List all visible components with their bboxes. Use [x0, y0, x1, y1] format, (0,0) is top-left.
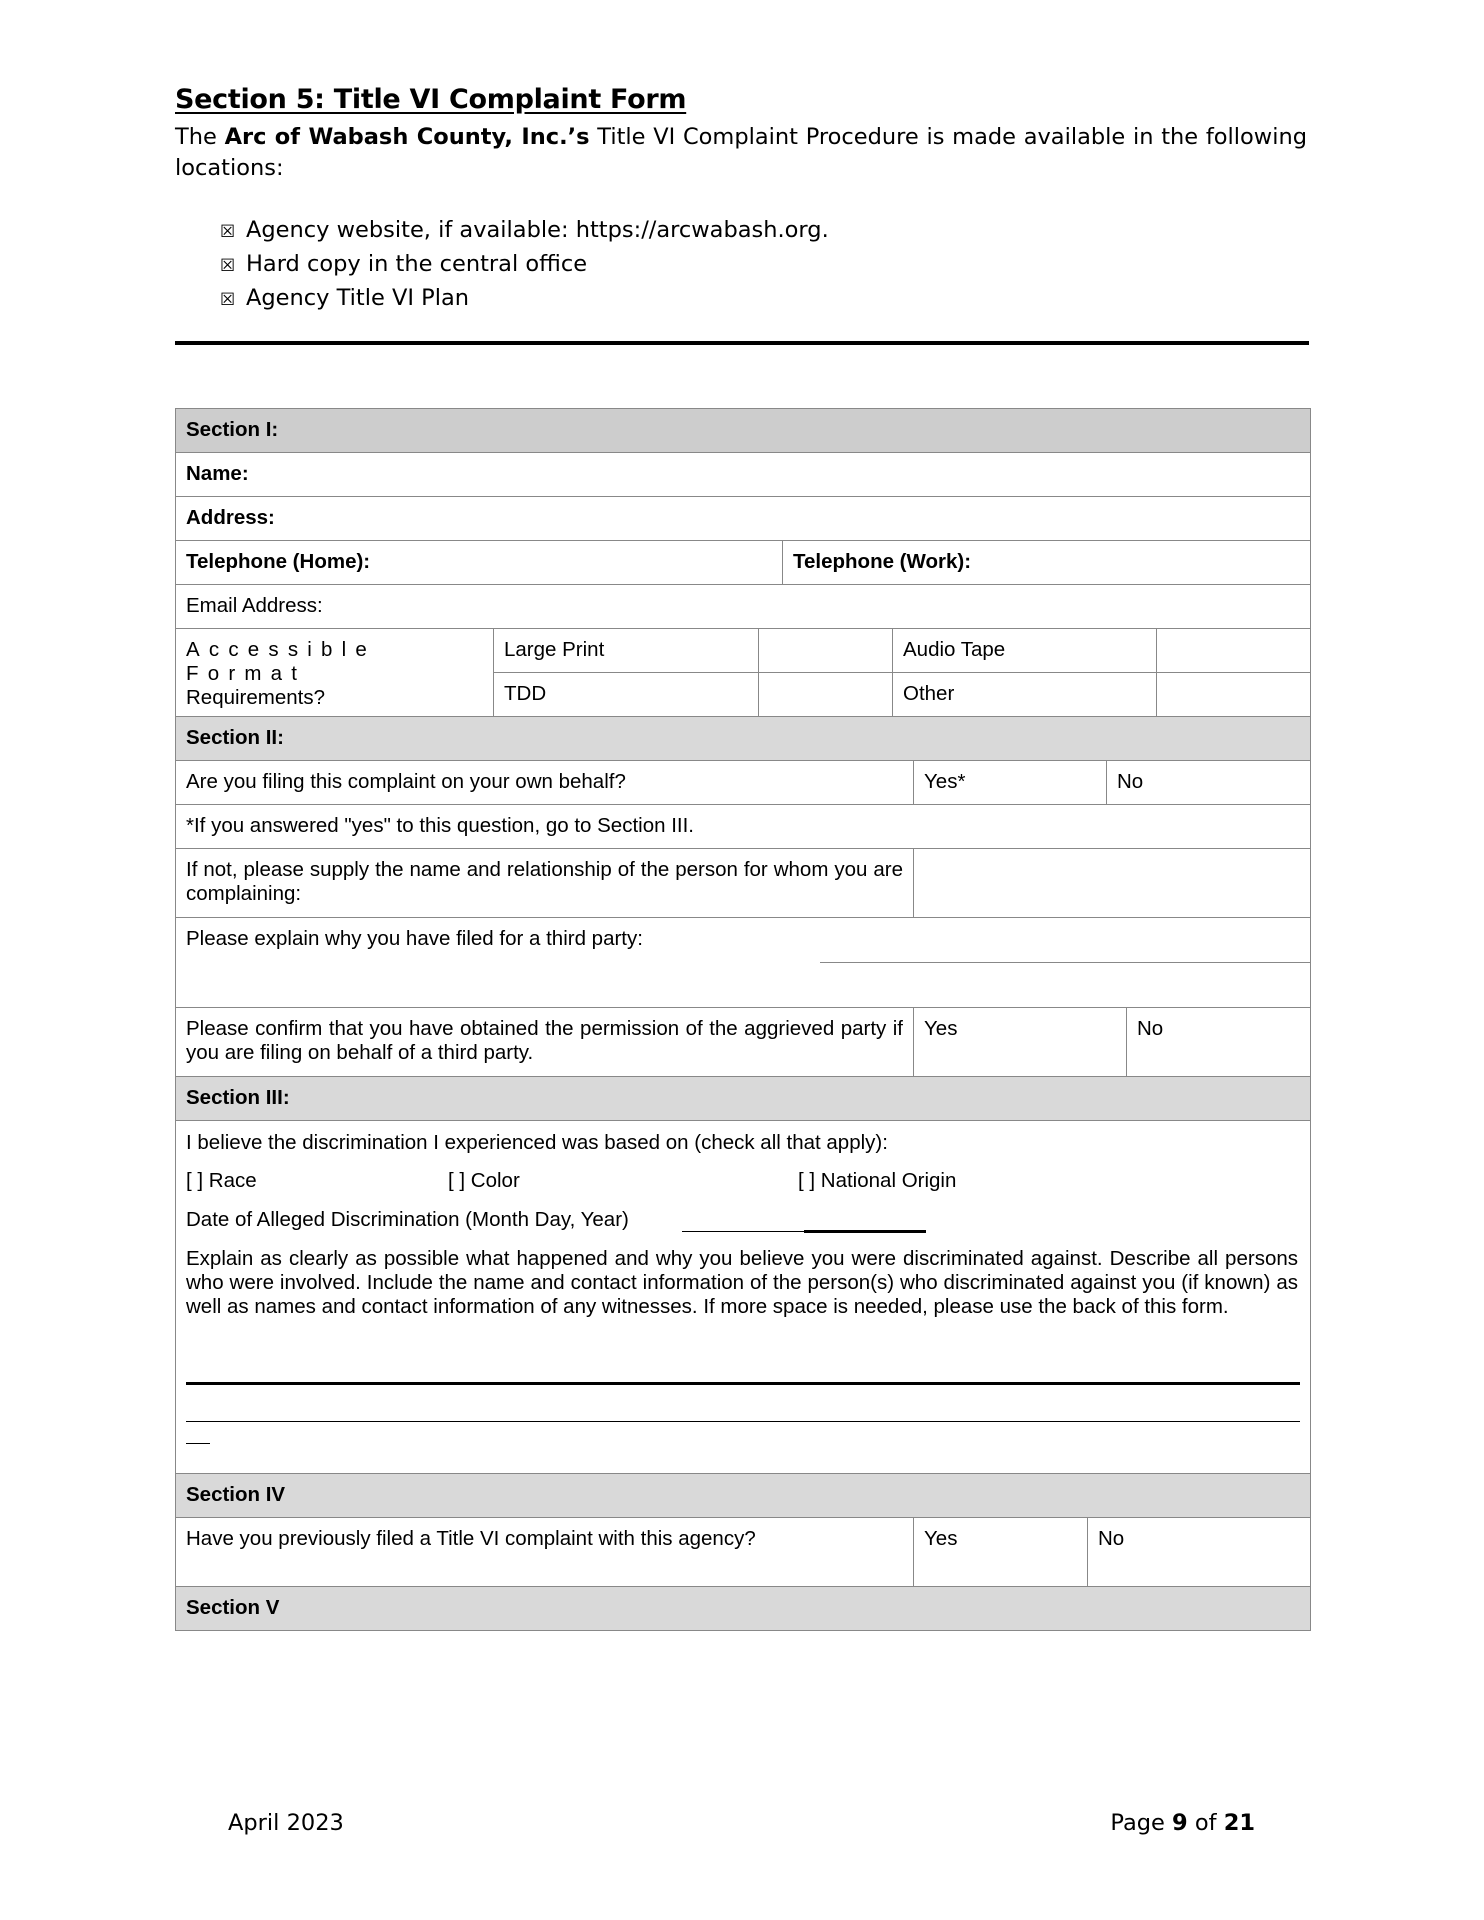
own-behalf-no-option[interactable]: No: [1106, 761, 1310, 804]
intro-paragraph: [175, 122, 1307, 184]
checked-box-icon: ☒: [220, 222, 236, 242]
own-behalf-question: Are you filing this complaint on your own behalf?: [186, 770, 626, 793]
checked-box-icon: ☒: [220, 256, 236, 276]
section-3-header: [176, 1077, 1310, 1121]
explain-answer-line-2[interactable]: [186, 1421, 1300, 1422]
location-label: Agency website, if available: https://arcwabash.org.: [246, 217, 829, 243]
third-party-explain-row: [176, 918, 1310, 1008]
date-line-bold: [804, 1230, 926, 1233]
footer-date: April 2023: [228, 1810, 344, 1836]
locations-list: [220, 214, 829, 316]
accessible-format-label-line1: Accessible Format: [186, 638, 376, 685]
agency-name: Arc of Wabash County, Inc.’s: [224, 124, 590, 150]
accessible-format-label: [176, 629, 493, 716]
section-4-header: [176, 1474, 1310, 1518]
page-current: 9: [1172, 1810, 1188, 1836]
email-row: [176, 585, 1310, 629]
page-of: of: [1187, 1810, 1224, 1836]
large-print-checkbox[interactable]: [758, 629, 892, 672]
other-checkbox[interactable]: [1156, 673, 1310, 716]
date-label: Date of Alleged Discrimination (Month Day, Year): [186, 1208, 629, 1231]
location-label: Hard copy in the central office: [246, 251, 588, 277]
audio-tape-label: Audio Tape: [892, 629, 1156, 672]
permission-no-option[interactable]: No: [1126, 1008, 1310, 1076]
previously-filed-row: [176, 1518, 1310, 1587]
accessible-options-row: [494, 673, 1310, 716]
location-item: [220, 248, 829, 282]
own-behalf-row: [176, 761, 1310, 805]
accessible-format-row: [176, 629, 1310, 717]
location-item: [220, 282, 829, 316]
section-2-header: [176, 717, 1310, 761]
audio-tape-checkbox[interactable]: [1156, 629, 1310, 672]
race-checkbox[interactable]: [ ] Race: [186, 1169, 257, 1192]
other-label: Other: [892, 673, 1156, 716]
own-behalf-yes-option[interactable]: Yes*: [913, 761, 1106, 804]
permission-row: [176, 1008, 1310, 1077]
tdd-label: TDD: [504, 682, 547, 705]
address-field[interactable]: Address:: [186, 506, 275, 529]
intro-pre: The: [175, 124, 225, 150]
name-field[interactable]: Name:: [186, 462, 249, 485]
previously-filed-no-option[interactable]: No: [1087, 1518, 1310, 1586]
third-party-name-field[interactable]: [913, 849, 1310, 917]
location-label: Agency Title VI Plan: [246, 285, 470, 311]
permission-yes-option[interactable]: Yes: [913, 1008, 1126, 1076]
complaint-form-table: [175, 408, 1311, 1631]
section-1-header: [176, 409, 1310, 453]
checked-box-icon: ☒: [220, 290, 236, 310]
previously-filed-question: Have you previously filed a Title VI complaint with this agency?: [186, 1527, 756, 1550]
yes-note: *If you answered "yes" to this question, go to Section III.: [186, 814, 694, 837]
section-divider: [175, 341, 1309, 345]
large-print-label: Large Print: [504, 638, 605, 661]
third-party-explain-line[interactable]: [820, 962, 1310, 963]
location-item: [220, 214, 829, 248]
page-title: Section 5: Title VI Complaint Form: [175, 84, 687, 115]
address-row: [176, 497, 1310, 541]
section-4-title: Section IV: [186, 1483, 286, 1506]
explain-answer-line-3[interactable]: [186, 1443, 210, 1444]
telephone-row: [176, 541, 1310, 585]
previously-filed-yes-option[interactable]: Yes: [913, 1518, 1087, 1586]
section-3-title: Section III:: [186, 1086, 290, 1109]
intro-post: Title VI Complaint Procedure is made available in the following locations:: [175, 124, 1307, 181]
yes-note-row: [176, 805, 1310, 849]
telephone-work-field[interactable]: Telephone (Work):: [782, 541, 1310, 584]
page-prefix: Page: [1110, 1810, 1173, 1836]
section-1-title: Section I:: [186, 418, 279, 441]
telephone-home-field[interactable]: Telephone (Home):: [186, 550, 371, 573]
tdd-checkbox[interactable]: [758, 673, 892, 716]
third-party-explain-label: Please explain why you have filed for a third party:: [186, 927, 643, 950]
email-field[interactable]: Email Address:: [186, 594, 323, 617]
national-origin-checkbox[interactable]: [ ] National Origin: [798, 1169, 957, 1192]
page-number: [1110, 1810, 1255, 1836]
page-total: 21: [1223, 1810, 1255, 1836]
date-line[interactable]: [682, 1231, 804, 1232]
accessible-options-row: [494, 629, 1310, 673]
section-5-header: [176, 1587, 1310, 1630]
name-row: [176, 453, 1310, 497]
color-checkbox[interactable]: [ ] Color: [448, 1169, 520, 1192]
if-not-question: If not, please supply the name and relationship of the person for whom you are complaining:: [186, 858, 903, 905]
explain-instructions: Explain as clearly as possible what happened and why you believe you were discriminated against. Describe all persons who were involved. Include the name and contact information of the person(s) who discriminated against you (if known) as well as names and contact information of any witnesses. If more space is needed, please use the back of this form.: [186, 1247, 1298, 1318]
section-5-title: Section V: [186, 1596, 280, 1619]
discrimination-details-row: [176, 1121, 1310, 1474]
accessible-format-label-line2: Requirements?: [186, 686, 326, 709]
permission-question: Please confirm that you have obtained the permission of the aggrieved party if you are filing on behalf of a third party.: [186, 1017, 903, 1064]
section-2-title: Section II:: [186, 726, 284, 749]
if-not-row: [176, 849, 1310, 918]
basis-question: I believe the discrimination I experienced was based on (check all that apply):: [186, 1131, 888, 1154]
accessible-options-grid: [493, 629, 1310, 716]
explain-answer-line-1[interactable]: [186, 1382, 1300, 1385]
